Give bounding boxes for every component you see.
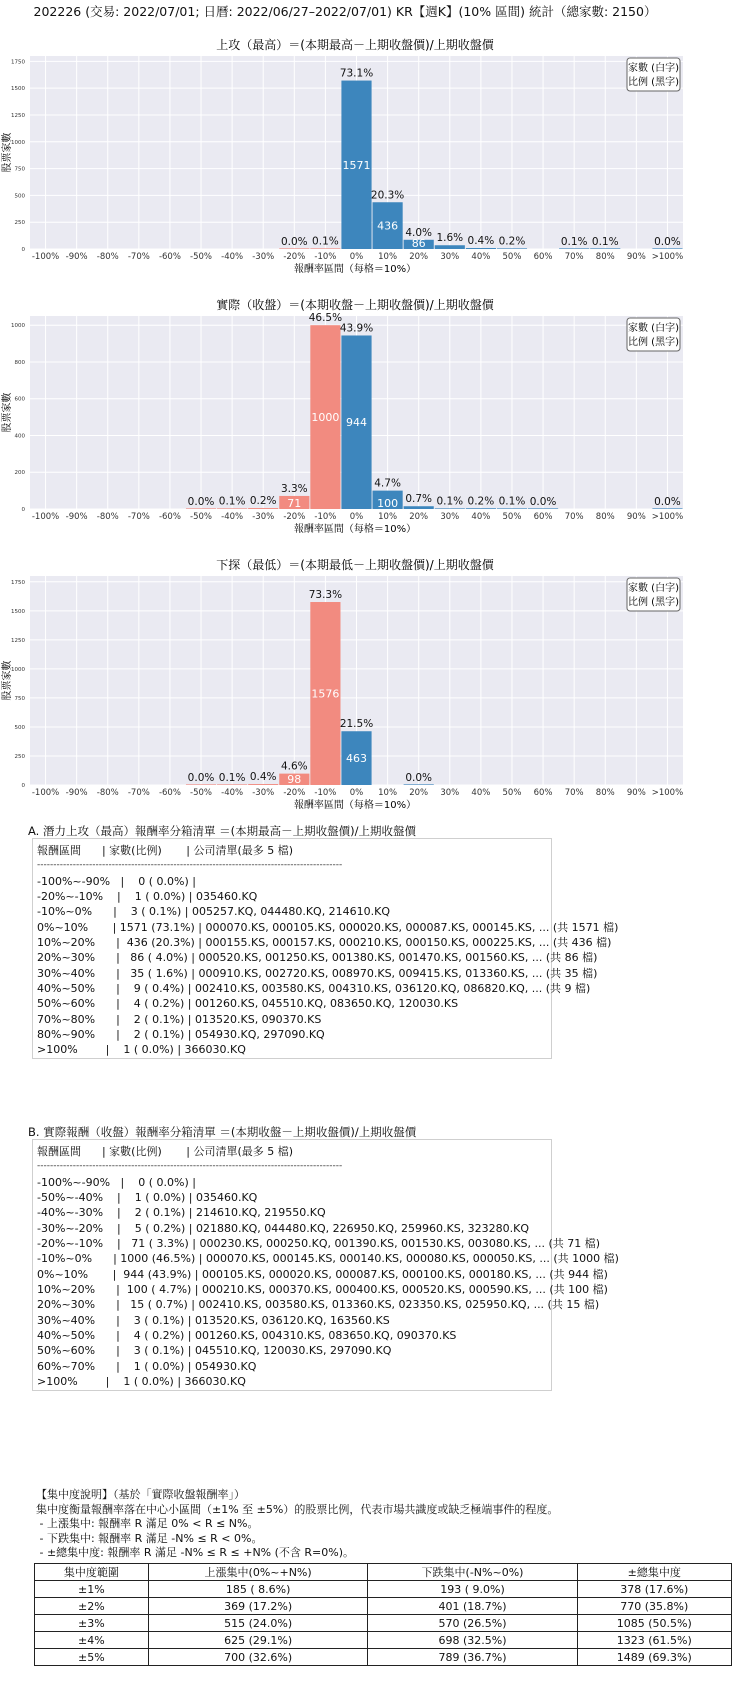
bar-pct-label: 20.3% <box>370 189 405 202</box>
bar <box>279 248 309 249</box>
list-row: -20%~-10% | 71 ( 3.3%) | 000230.KS, 000250.KQ, 001390.KS, 001530.KS, 003080.KS, ... (共 71 檔) <box>37 1237 601 1251</box>
x-tick-label: >100% <box>651 788 684 798</box>
list-row: 10%~20% | 100 ( 4.7%) | 000210.KS, 000370.KS, 000400.KS, 000520.KS, 000590.KS, ... (共 100 檔) <box>37 1283 608 1297</box>
x-tick-label: 30% <box>440 512 460 522</box>
x-tick-label: -100% <box>31 252 60 262</box>
x-tick-label: 40% <box>471 788 491 798</box>
list-row: -10%~0% | 1000 (46.5%) | 000070.KS, 000145.KS, 000140.KS, 000080.KS, 000050.KS, ... (共 1000 檔) <box>37 1252 619 1266</box>
y-tick-label: 750 <box>14 695 25 702</box>
bar-count-label: 944 <box>346 416 367 430</box>
x-tick-label: -90% <box>65 512 88 522</box>
concentration-table-header <box>35 1564 732 1581</box>
y-tick-label: 400 <box>14 433 25 440</box>
y-tick-label: 1250 <box>11 112 25 119</box>
chart-actual <box>0 296 740 544</box>
x-tick-label: -20% <box>283 252 306 262</box>
x-tick-label: 60% <box>533 788 553 798</box>
x-tick-label: 10% <box>378 252 398 262</box>
list-row: 80%~90% | 2 ( 0.1%) | 054930.KQ, 297090.KQ <box>37 1028 325 1042</box>
bar <box>217 508 247 509</box>
list-row: 40%~50% | 9 ( 0.4%) | 002410.KS, 003580.KS, 004310.KS, 036120.KQ, 086820.KQ, ... (共 9 檔) <box>37 982 591 996</box>
table-row <box>35 1632 732 1649</box>
list-row: 50%~60% | 3 ( 0.1%) | 045510.KQ, 120030.KS, 297090.KQ <box>37 1344 392 1358</box>
chart-title: 上攻（最高）＝(本期最高－上期收盤價)/上期收盤價 <box>216 38 494 52</box>
table-cell: 625 (29.1%) <box>148 1632 368 1649</box>
bar-pct-label: 0.2% <box>249 495 277 508</box>
legend-ratio: 比例 (黑字) <box>628 77 679 88</box>
concentration-note <box>36 1488 558 1561</box>
table-cell: ±2% <box>35 1598 149 1615</box>
bar <box>248 784 278 785</box>
bar-pct-label: 4.6% <box>280 760 308 773</box>
bar-count-label: 100 <box>377 497 399 510</box>
legend-box <box>627 578 680 611</box>
bar-pct-label: 0.0% <box>280 235 308 248</box>
list-row: >100% | 1 ( 0.0%) | 366030.KQ <box>37 1043 246 1057</box>
y-tick-label: 1500 <box>11 86 25 93</box>
note-line: 【集中度說明】（基於「實際收盤報酬率」） <box>36 1488 245 1501</box>
table-cell: ±4% <box>35 1632 149 1649</box>
y-tick-label: 1750 <box>11 59 25 66</box>
bar <box>497 508 527 509</box>
list-row: -40%~-30% | 2 ( 0.1%) | 214610.KQ, 219550.KQ <box>37 1206 326 1220</box>
bar <box>248 508 278 509</box>
x-tick-label: 30% <box>440 788 460 798</box>
table-cell: 570 (26.5%) <box>368 1615 577 1632</box>
y-tick-label: 200 <box>14 470 25 477</box>
x-tick-label: 10% <box>378 512 398 522</box>
table-cell: ±5% <box>35 1649 149 1666</box>
table-cell: 700 (32.6%) <box>148 1649 368 1666</box>
table-cell: ±1% <box>35 1581 149 1598</box>
bar <box>404 506 434 509</box>
x-tick-label: >100% <box>651 252 684 262</box>
list-row: 0%~10% | 1571 (73.1%) | 000070.KS, 000105.KS, 000020.KS, 000087.KS, 000145.KS, ... (共 1571 檔) <box>37 920 619 934</box>
x-axis-label: 報酬率區間（每格＝10%） <box>293 800 417 811</box>
bar-count-label: 86 <box>411 237 426 250</box>
x-tick-label: -10% <box>314 788 337 798</box>
table-row <box>35 1649 732 1666</box>
list-row: 30%~40% | 35 ( 1.6%) | 000910.KS, 002720.KS, 008970.KS, 009415.KS, 013360.KS, ... (共 35 檔) <box>37 966 598 980</box>
x-tick-label: 90% <box>626 788 646 798</box>
y-tick-label: 1750 <box>11 579 25 586</box>
list-row: 20%~30% | 15 ( 0.7%) | 002410.KS, 003580.KS, 013360.KS, 023350.KS, 025950.KQ, ... (共 15 檔) <box>37 1298 600 1312</box>
y-tick-label: 500 <box>14 724 25 731</box>
bar-pct-label: 3.3% <box>280 482 308 495</box>
table-cell: 1323 (61.5%) <box>577 1632 731 1649</box>
bar <box>186 508 216 509</box>
x-tick-label: -60% <box>158 512 181 522</box>
bar-count-label: 1576 <box>311 687 340 701</box>
table-cell: 1489 (69.3%) <box>577 1649 731 1666</box>
x-tick-label: 20% <box>409 788 429 798</box>
x-tick-label: -80% <box>96 512 119 522</box>
bar-count-label: 436 <box>377 219 399 233</box>
note-line: - 下跌集中: 報酬率 R 滿足 -N% ≤ R < 0%。 <box>36 1531 263 1545</box>
bar-pct-label: 0.0% <box>405 771 433 784</box>
x-tick-label: 40% <box>471 512 491 522</box>
table-cell: 515 (24.0%) <box>148 1615 368 1632</box>
x-tick-label: 90% <box>626 252 646 262</box>
note-line: - ±總集中度: 報酬率 R 滿足 -N% ≤ R ≤ +N% (不含 R=0%)。 <box>36 1546 355 1560</box>
bar-count-label: 71 <box>287 497 302 510</box>
column-header: 下跌集中(-N%~0%) <box>368 1564 577 1581</box>
table-cell: 789 (36.7%) <box>368 1649 577 1666</box>
bar-pct-label: 0.4% <box>249 771 277 784</box>
list-row: -100%~-90% | 0 ( 0.0%) | <box>37 874 196 888</box>
x-tick-label: 70% <box>564 252 584 262</box>
bar <box>466 508 496 509</box>
bar-pct-label: 0.0% <box>654 235 681 248</box>
section-b-list <box>32 1139 619 1391</box>
list-row: 0%~10% | 944 (43.9%) | 000105.KS, 000020.KS, 000087.KS, 000100.KS, 000180.KS, ... (共 944 檔) <box>37 1267 608 1281</box>
x-tick-label: -40% <box>221 788 244 798</box>
list-header: 報酬區間 | 家數(比例) | 公司清單(最多 5 檔) <box>37 1145 294 1158</box>
column-header: ±總集中度 <box>577 1564 731 1581</box>
bar-pct-label: 0.7% <box>405 493 433 506</box>
list-row: 10%~20% | 436 (20.3%) | 000155.KS, 000157.KS, 000210.KS, 000150.KS, 000225.KS, ... (共 436 檔) <box>37 936 612 950</box>
bar-pct-label: 0.1% <box>560 235 588 248</box>
table-cell: 401 (18.7%) <box>368 1598 577 1615</box>
x-tick-label: -70% <box>127 252 150 262</box>
y-tick-label: 0 <box>21 783 25 789</box>
x-tick-label: -60% <box>158 252 181 262</box>
x-tick-label: -70% <box>127 512 150 522</box>
table-cell: 1085 (50.5%) <box>577 1615 731 1632</box>
x-tick-label: -50% <box>190 252 213 262</box>
bar <box>652 248 682 249</box>
list-header: 報酬區間 | 家數(比例) | 公司清單(最多 5 檔) <box>37 844 294 857</box>
bar-pct-label: 21.5% <box>339 718 374 731</box>
bar-pct-label: 73.1% <box>339 67 374 80</box>
x-tick-label: 50% <box>502 512 522 522</box>
chart-title: 下探（最低）＝(本期最低－上期收盤價)/上期收盤價 <box>216 558 494 572</box>
y-tick-label: 1250 <box>11 637 25 644</box>
y-tick-label: 750 <box>14 166 25 173</box>
x-tick-label: -20% <box>283 788 306 798</box>
bar-pct-label: 0.1% <box>498 495 526 508</box>
x-tick-label: 80% <box>595 252 615 262</box>
x-tick-label: 90% <box>626 512 646 522</box>
chart-title: 實際（收盤）＝(本期收盤－上期收盤價)/上期收盤價 <box>216 298 494 312</box>
table-cell: 369 (17.2%) <box>148 1598 368 1615</box>
bar-pct-label: 1.6% <box>436 232 464 245</box>
x-tick-label: -20% <box>283 512 306 522</box>
bar-count-label: 463 <box>346 752 367 766</box>
x-tick-label: -80% <box>96 252 119 262</box>
x-tick-label: 70% <box>564 788 584 798</box>
list-row: -10%~0% | 3 ( 0.1%) | 005257.KQ, 044480.KQ, 214610.KQ <box>37 905 391 919</box>
y-axis-label: 股票家數 <box>2 660 13 701</box>
bar-count-label: 1571 <box>342 158 371 172</box>
y-tick-label: 800 <box>14 359 25 366</box>
bar-count-label: 98 <box>287 773 302 786</box>
x-tick-label: 30% <box>440 252 460 262</box>
legend-ratio: 比例 (黑字) <box>628 597 679 608</box>
bar-pct-label: 0.2% <box>467 495 495 508</box>
x-tick-label: 0% <box>349 512 364 522</box>
x-tick-label: 70% <box>564 512 584 522</box>
y-tick-label: 600 <box>14 396 25 403</box>
bar-count-label: 1000 <box>311 411 340 425</box>
bar-pct-label: 0.0% <box>529 495 557 508</box>
x-tick-label: 80% <box>595 788 615 798</box>
bar-pct-label: 0.1% <box>436 495 464 508</box>
y-tick-label: 1000 <box>11 666 25 673</box>
table-cell: 193 ( 9.0%) <box>368 1581 577 1598</box>
legend-count: 家數 (白字) <box>628 63 679 74</box>
x-tick-label: 60% <box>533 252 553 262</box>
note-line: 集中度衡量報酬率落在中心小區間（±1% 至 ±5%）的股票比例，代表市場共識度或缺乏極端事件的程度。 <box>36 1502 559 1516</box>
table-row <box>35 1615 732 1632</box>
list-row: >100% | 1 ( 0.0%) | 366030.KQ <box>37 1375 246 1389</box>
y-tick-label: 1500 <box>11 608 25 615</box>
x-tick-label: -90% <box>65 252 88 262</box>
table-row <box>35 1598 732 1615</box>
x-tick-label: -40% <box>221 252 244 262</box>
y-tick-label: 500 <box>14 193 25 200</box>
bar <box>404 784 434 785</box>
bar <box>310 248 340 249</box>
list-row: -100%~-90% | 0 ( 0.0%) | <box>37 1175 196 1189</box>
y-tick-label: 1000 <box>11 139 25 146</box>
x-tick-label: -30% <box>252 252 275 262</box>
bar <box>497 248 527 249</box>
x-axis-label: 報酬率區間（每格＝10%） <box>293 524 417 535</box>
bar-pct-label: 0.4% <box>467 235 495 248</box>
x-tick-label: -10% <box>314 252 337 262</box>
concentration-table <box>34 1563 732 1666</box>
bar-pct-label: 0.1% <box>312 235 339 248</box>
x-tick-label: -100% <box>31 512 60 522</box>
bar-pct-label: 0.1% <box>218 495 246 508</box>
list-divider: ---------------------------------------------------------------------------------------------- <box>37 860 343 871</box>
column-header: 集中度範圍 <box>35 1564 149 1581</box>
x-tick-label: -30% <box>252 512 275 522</box>
y-tick-label: 1000 <box>11 323 25 330</box>
legend-box <box>627 318 680 351</box>
bar-pct-label: 4.7% <box>374 477 401 490</box>
x-tick-label: 20% <box>409 512 429 522</box>
legend-count: 家數 (白字) <box>628 323 679 334</box>
x-tick-label: >100% <box>651 512 684 522</box>
list-row: 30%~40% | 3 ( 0.1%) | 013520.KS, 036120.KQ, 163560.KS <box>37 1313 390 1327</box>
list-row: -50%~-40% | 1 ( 0.0%) | 035460.KQ <box>37 1191 258 1205</box>
y-axis-label: 股票家數 <box>2 392 13 433</box>
list-row: -20%~-10% | 1 ( 0.0%) | 035460.KQ <box>37 890 258 904</box>
x-tick-label: -10% <box>314 512 337 522</box>
table-cell: 185 ( 8.6%) <box>148 1581 368 1598</box>
bar <box>559 248 589 249</box>
x-tick-label: 10% <box>378 788 398 798</box>
x-tick-label: -80% <box>96 788 119 798</box>
x-tick-label: -50% <box>190 512 213 522</box>
bar <box>528 508 558 509</box>
y-axis-label: 股票家數 <box>2 132 13 173</box>
bar-pct-label: 0.0% <box>654 495 681 508</box>
legend-box <box>627 58 680 91</box>
y-tick-label: 0 <box>21 247 25 253</box>
y-tick-label: 0 <box>21 507 25 513</box>
x-tick-label: 60% <box>533 512 553 522</box>
bar <box>590 248 620 249</box>
x-tick-label: 50% <box>502 252 522 262</box>
page-title: 202226 (交易: 2022/07/01; 日曆: 2022/06/27–2022/07/01) KR【週K】(10% 區間) 統計（總家數: 2150） <box>33 4 657 19</box>
x-tick-label: -60% <box>158 788 181 798</box>
list-row: 50%~60% | 4 ( 0.2%) | 001260.KS, 045510.KQ, 083650.KQ, 120030.KS <box>37 997 459 1011</box>
column-header: 上漲集中(0%~+N%) <box>148 1564 368 1581</box>
x-tick-label: 40% <box>471 252 491 262</box>
bar-pct-label: 0.1% <box>591 235 619 248</box>
x-tick-label: -40% <box>221 512 244 522</box>
x-tick-label: -70% <box>127 788 150 798</box>
bar <box>217 784 247 785</box>
x-tick-label: -30% <box>252 788 275 798</box>
x-tick-label: 0% <box>349 252 364 262</box>
x-tick-label: 50% <box>502 788 522 798</box>
section-b-title: B. 實際報酬（收盤）報酬率分箱清單 ＝(本期收盤－上期收盤價)/上期收盤價 <box>28 1125 417 1139</box>
x-tick-label: 0% <box>349 788 364 798</box>
y-tick-label: 250 <box>14 220 25 227</box>
list-row: 60%~70% | 1 ( 0.0%) | 054930.KQ <box>37 1359 257 1373</box>
legend-ratio: 比例 (黑字) <box>628 337 679 348</box>
bar-pct-label: 0.0% <box>187 495 215 508</box>
list-row: 70%~80% | 2 ( 0.1%) | 013520.KS, 090370.KS <box>37 1012 322 1026</box>
bar <box>435 245 465 249</box>
list-divider: ---------------------------------------------------------------------------------------------- <box>37 1161 343 1172</box>
list-row: 20%~30% | 86 ( 4.0%) | 000520.KS, 001250.KS, 001380.KS, 001470.KS, 001560.KS, ... (共 86 檔) <box>37 951 598 965</box>
bar-pct-label: 0.0% <box>187 771 215 784</box>
list-row: -30%~-20% | 5 ( 0.2%) | 021880.KQ, 044480.KQ, 226950.KQ, 259960.KS, 323280.KQ <box>37 1221 530 1235</box>
table-row <box>35 1581 732 1598</box>
x-tick-label: 80% <box>595 512 615 522</box>
x-tick-label: -50% <box>190 788 213 798</box>
table-cell: 770 (35.8%) <box>577 1598 731 1615</box>
section-a-title: A. 潛力上攻（最高）報酬率分箱清單 ＝(本期最高－上期收盤價)/上期收盤價 <box>28 824 416 838</box>
table-cell: 698 (32.5%) <box>368 1632 577 1649</box>
x-axis-label: 報酬率區間（每格＝10%） <box>293 264 417 275</box>
list-row: 40%~50% | 4 ( 0.2%) | 001260.KS, 004310.KS, 083650.KQ, 090370.KS <box>37 1329 457 1343</box>
bar-pct-label: 43.9% <box>339 322 374 335</box>
bar-pct-label: 4.0% <box>405 226 433 239</box>
chart-upside <box>0 36 740 284</box>
x-tick-label: 20% <box>409 252 429 262</box>
section-a-list <box>32 838 619 1059</box>
bar <box>186 784 216 785</box>
legend-count: 家數 (白字) <box>628 583 679 594</box>
chart-downside <box>0 556 740 820</box>
bar <box>435 508 465 509</box>
bar <box>466 248 496 249</box>
table-cell: 378 (17.6%) <box>577 1581 731 1598</box>
bar-pct-label: 73.3% <box>308 589 343 602</box>
bar-pct-label: 0.2% <box>498 235 526 248</box>
x-tick-label: -90% <box>65 788 88 798</box>
bar-pct-label: 0.1% <box>218 771 246 784</box>
table-cell: ±3% <box>35 1615 149 1632</box>
y-tick-label: 250 <box>14 753 25 760</box>
x-tick-label: -100% <box>31 788 60 798</box>
note-line: - 上漲集中: 報酬率 R 滿足 0% < R ≤ N%。 <box>36 1517 259 1531</box>
bar <box>652 508 682 509</box>
bar-pct-label: 46.5% <box>308 312 343 325</box>
